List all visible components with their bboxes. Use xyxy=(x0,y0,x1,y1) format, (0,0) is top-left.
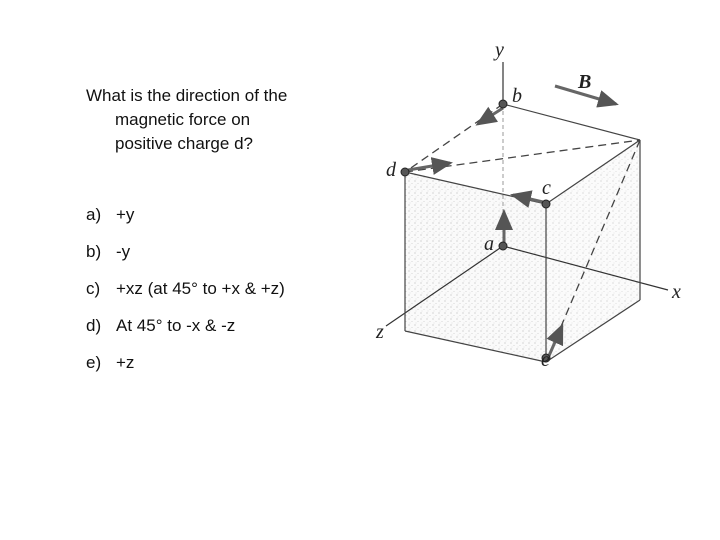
option-a[interactable] xyxy=(86,204,285,241)
point-label-e: e xyxy=(541,349,550,371)
option-letter: b) xyxy=(86,242,102,261)
option-text: +z xyxy=(116,353,135,372)
option-text: +y xyxy=(116,205,135,224)
option-letter: d) xyxy=(86,316,102,335)
option-text: +xz (at 45° to +x & +z) xyxy=(116,279,285,298)
point-label-b: b xyxy=(512,85,522,107)
question-line-3: positive charge d? xyxy=(115,134,253,153)
option-d[interactable] xyxy=(86,315,285,352)
option-letter: a) xyxy=(86,205,102,224)
option-text: -y xyxy=(116,242,131,261)
x-axis-label: x xyxy=(672,281,681,303)
option-e[interactable] xyxy=(86,352,285,389)
point-label-d: d xyxy=(386,159,396,181)
y-axis-label: y xyxy=(495,39,504,61)
magnetic-field-label: B xyxy=(578,71,592,93)
question-line-1: What is the direction of the xyxy=(86,86,288,105)
option-letter: c) xyxy=(86,279,101,298)
point-label-c: c xyxy=(542,177,551,199)
answer-options xyxy=(86,204,285,389)
question-text xyxy=(86,84,346,156)
cube-diagram xyxy=(360,30,700,380)
z-axis-label: z xyxy=(376,321,384,343)
option-text: At 45° to -x & -z xyxy=(116,316,236,335)
question-line-2: magnetic force on xyxy=(115,110,251,129)
option-letter: e) xyxy=(86,353,102,372)
cube-face-front xyxy=(405,172,546,362)
option-b[interactable] xyxy=(86,241,285,278)
option-c[interactable] xyxy=(86,278,285,315)
point-label-a: a xyxy=(484,233,494,255)
